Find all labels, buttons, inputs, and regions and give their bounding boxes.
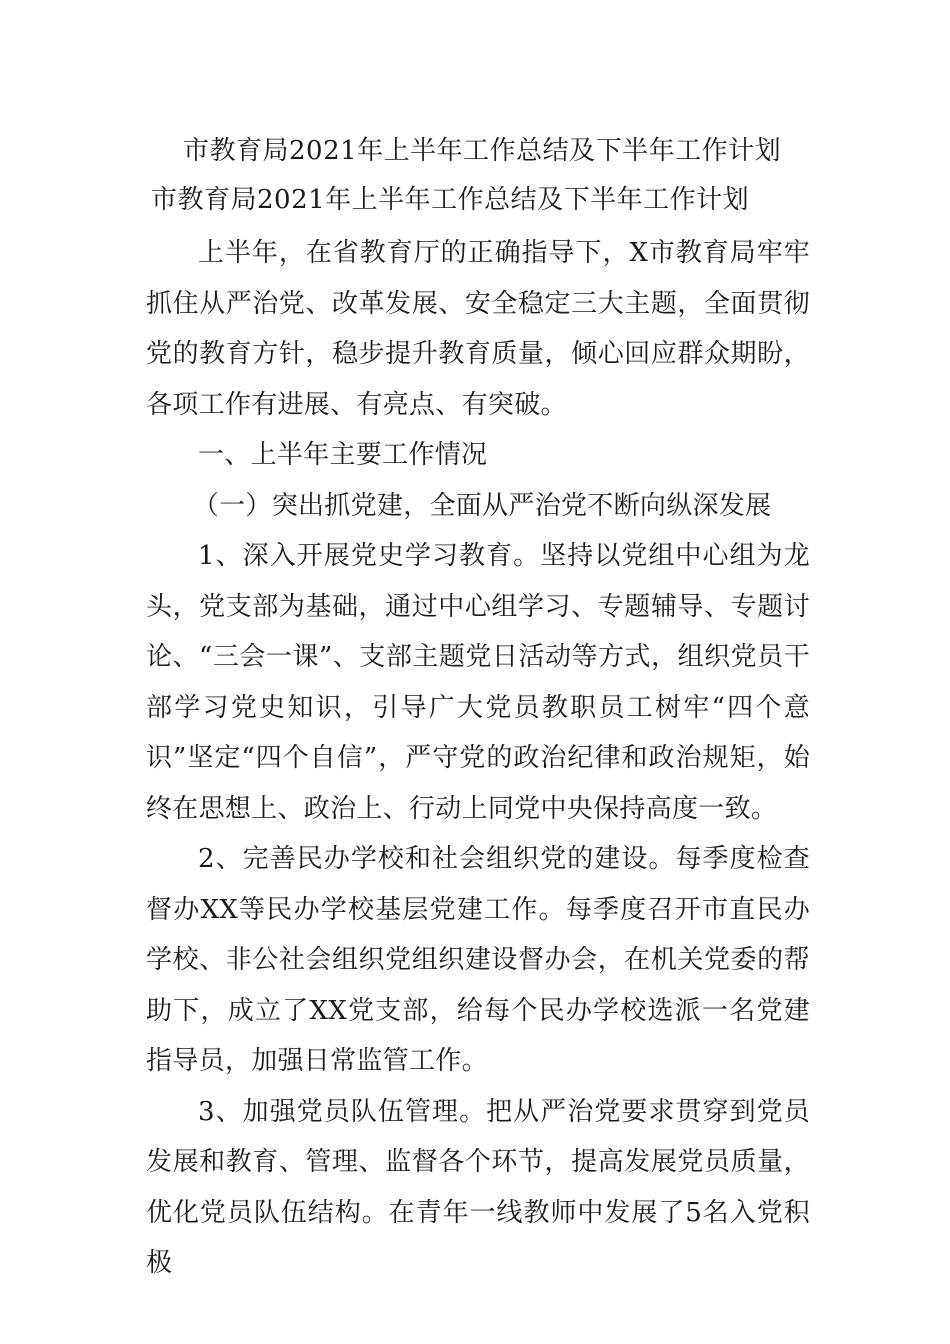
item-paragraph-1: 1、深入开展党史学习教育。坚持以党组中心组为龙头，党支部为基础，通过中心组学习、专题辅导、专题讨论、“三会一课”、支部主题党日活动等方式，组织党员干部学习党史知识，引导广大党员教职员工树牢“四个意识”坚定“四个自信”，严守党的政治纪律和政治规矩，始终在思想上、政治上、行动上同党中央保持高度一致。 — [146, 541, 810, 824]
item-paragraph-2: 2、完善民办学校和社会组织党的建设。每季度检查督办XX等民办学校基层党建工作。每季度召开市直民办学校、非公社会组织党组织建设督办会，在机关党委的帮助下，成立了XX党支部，给每个民办学校选派一名党建指导员，加强日常监管工作。 — [146, 844, 810, 1076]
section-heading-1: 一、上半年主要工作情况 — [198, 440, 488, 470]
document-title: 市教育局2021年上半年工作总结及下半年工作计划 — [183, 136, 782, 166]
intro-paragraph: 上半年，在省教育厅的正确指导下，X市教育局牢牢抓住从严治党、改革发展、安全稳定三大主题，全面贯彻党的教育方针，稳步提升教育质量，倾心回应群众期盼，各项工作有进展、有亮点、有突破。 — [146, 238, 810, 420]
document-title-repeat: 市教育局2021年上半年工作总结及下半年工作计划 — [151, 185, 750, 215]
document-body — [146, 228, 810, 1289]
item-paragraph-3: 3、加强党员队伍管理。把从严治党要求贯穿到党员发展和教育、管理、监督各个环节，提高发展党员质量，优化党员队伍结构。在青年一线教师中发展了5名入党积极 — [146, 1096, 810, 1278]
subsection-heading-1: （一）突出抓党建，全面从严治党不断向纵深发展 — [192, 490, 772, 521]
